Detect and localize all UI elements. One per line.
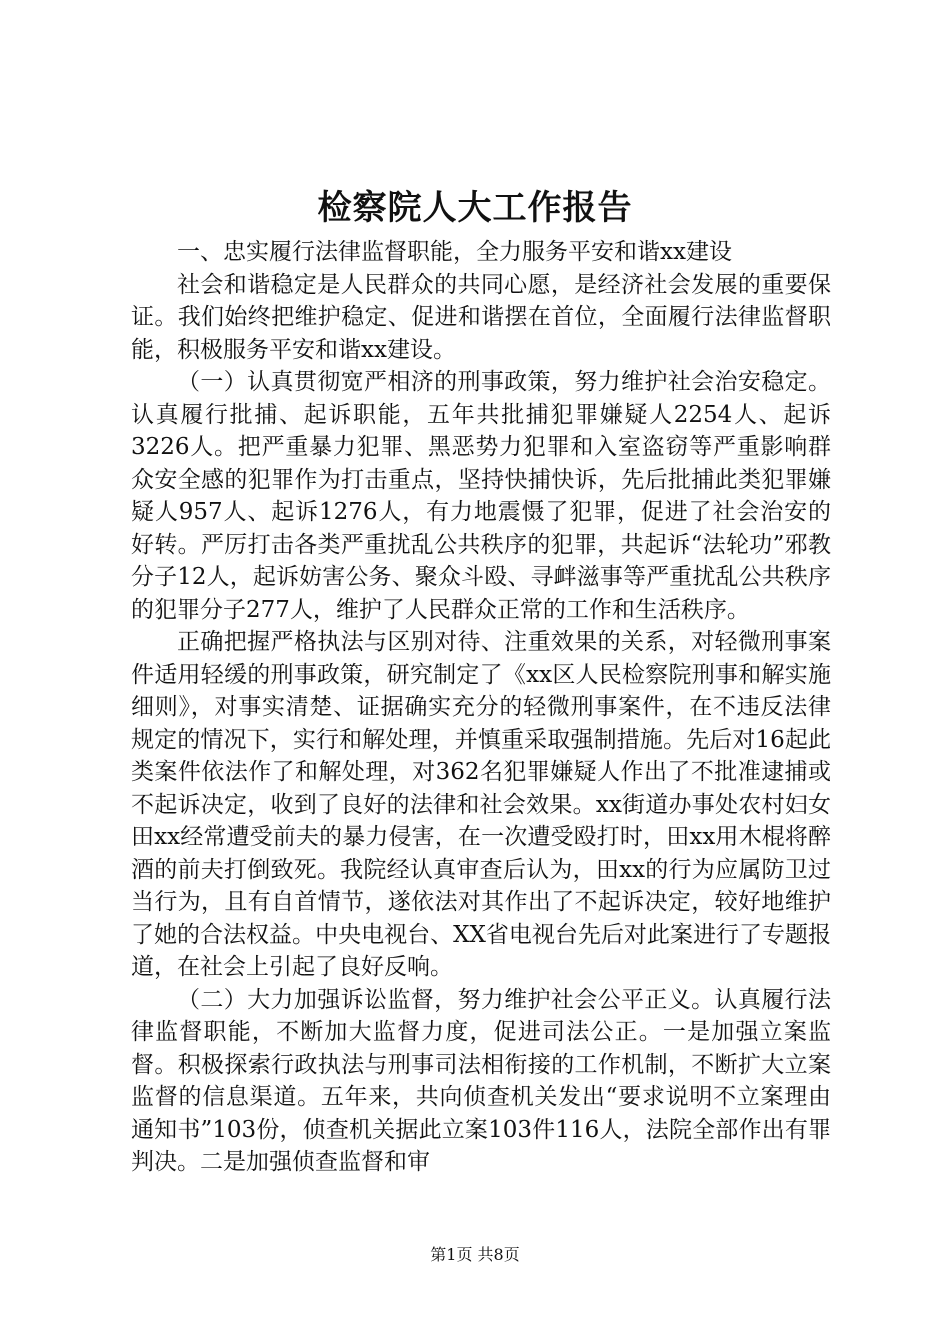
document-title: 检察院人大工作报告: [317, 188, 633, 228]
body-paragraph: 正确把握严格执法与区别对待、注重效果的关系，对轻微刑事案件适用轻缓的刑事政策，研究制定了《xx区人民检察院刑事和解实施细则》，对事实清楚、证据确实充分的轻微刑事案件，在不违反法律规定的情况下，实行和解处理，并慎重采取强制措施。先后对16起此类案件依法作了和解处理，对362名犯罪嫌疑人作出了不批准逮捕或不起诉决定，收到了良好的法律和社会效果。xx街道办事处农村妇女田xx经常遭受前夫的暴力侵害，在一次遭受殴打时，田xx用木棍将醉酒的前夫打倒致死。我院经认真审查后认为，田xx的行为应属防卫过当行为，且有自首情节，遂依法对其作出了不起诉决定，较好地维护了她的合法权益。中央电视台、XX省电视台先后对此案进行了专题报道，在社会上引起了良好反响。: [131, 629, 831, 980]
body-paragraph: 社会和谐稳定是人民群众的共同心愿，是经济社会发展的重要保证。我们始终把维护稳定、促进和谐摆在首位，全面履行法律监督职能，积极服务平安和谐xx建设。: [131, 271, 831, 363]
page-number-footer: 第1页 共8页: [430, 1245, 520, 1264]
body-paragraph: （一）认真贯彻宽严相济的刑事政策，努力维护社会治安稳定。认真履行批捕、起诉职能，五年共批捕犯罪嫌疑人2254人、起诉3226人。把严重暴力犯罪、黑恶势力犯罪和入室盗窃等严重影响群众安全感的犯罪作为打击重点，坚持快捕快诉，先后批捕此类犯罪嫌疑人957人、起诉1276人，有力地震慑了犯罪，促进了社会治安的好转。严厉打击各类严重扰乱公共秩序的犯罪，共起诉“法轮功”邪教分子12人，起诉妨害公务、聚众斗殴、寻衅滋事等严重扰乱公共秩序的犯罪分子277人，维护了人民群众正常的工作和生活秩序。: [131, 369, 831, 623]
document-body: [131, 236, 831, 1179]
section-heading: 一、忠实履行法律监督职能，全力服务平安和谐xx建设: [177, 239, 732, 265]
body-paragraph: （二）大力加强诉讼监督，努力维护社会公平正义。认真履行法律监督职能，不断加大监督力度，促进司法公正。一是加强立案监督。积极探索行政执法与刑事司法相衔接的工作机制，不断扩大立案监督的信息渠道。五年来，共向侦查机关发出“要求说明不立案理由通知书”103份，侦查机关据此立案103件116人，法院全部作出有罪判决。二是加强侦查监督和审: [131, 986, 831, 1175]
